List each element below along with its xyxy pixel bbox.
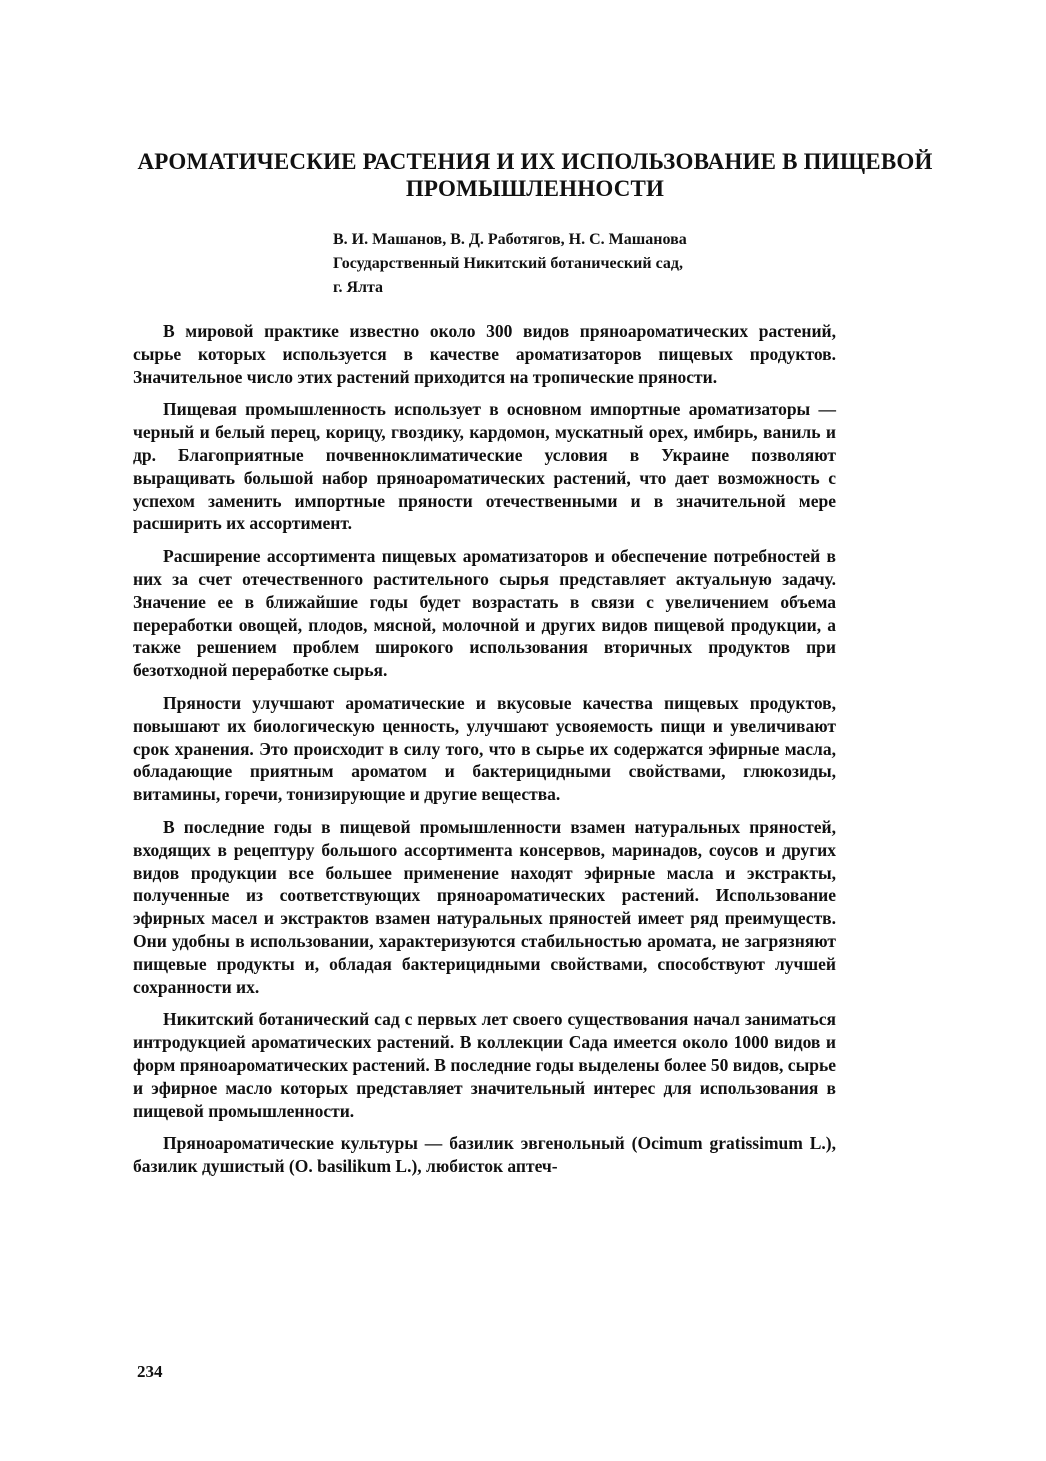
article-body: [133, 320, 836, 1188]
paragraph: Расширение ассортимента пищевых ароматизаторов и обеспечение потребностей в них за счет отечественного растительного сырья представляет актуальную задачу. Значение ее в ближайшие годы будет возрастать в связи с увеличением объема переработки овощей, плодов, мясной, молочной и других видов пищевой продукции, а также решением проблем широкого использования вторичных продуктов при безотходной переработке сырья.: [133, 546, 836, 681]
paragraph: Пряноароматические культуры — базилик эвгенольный (Ocimum gratissimum L.), базилик душистый (O. basilikum L.), любисток аптеч-: [133, 1133, 836, 1177]
paragraph: Пряности улучшают ароматические и вкусовые качества пищевых продуктов, повышают их биологическую ценность, улучшают усвояемость пищи и увеличивают срок хранения. Это происходит в силу того, что в сырье их содержатся эфирные масла, обладающие приятным ароматом и бактерицидными свойствами, глюкозиды, витамины, горечи, тонизирующие и другие вещества.: [133, 692, 836, 805]
page-number: 234: [137, 1362, 163, 1381]
author-names: В. И. Машанов, В. Д. Работягов, Н. С. Машанова: [333, 231, 687, 248]
author-affiliation: Государственный Никитский ботанический сад,: [333, 255, 683, 272]
article-title: АРОМАТИЧЕСКИЕ РАСТЕНИЯ И ИХ ИСПОЛЬЗОВАНИЕ В ПИЩЕВОЙ ПРОМЫШЛЕННОСТИ: [137, 149, 933, 201]
paragraph: Пищевая промышленность использует в основном импортные ароматизаторы — черный и белый перец, корицу, гвоздику, кардомон, мускатный орех, имбирь, ваниль и др. Благоприятные почвенноклиматические условия в Украине позволяют выращивать большой набор пряноароматических растений, что дает возможность с успехом заменить импортные пряности отечественными и в значительной мере расширить их ассортимент.: [133, 399, 836, 534]
paragraph: В мировой практике известно около 300 видов пряноароматических растений, сырье которых используется в качестве ароматизаторов пищевых продуктов. Значительное число этих растений приходится на тропические пряности.: [133, 321, 836, 387]
author-block: [333, 228, 687, 300]
paragraph: В последние годы в пищевой промышленности взамен натуральных пряностей, входящих в рецептуру большого ассортимента консервов, маринадов, соусов и других видов продукции все большее применение находят эфирные масла и экстракты, полученные из соответствующих пряноароматических растений. Использование эфирных масел и экстрактов взамен натуральных пряностей имеет ряд преимуществ. Они удобны в использовании, характеризуются стабильностью аромата, не загрязняют пищевые продукты и, обладая бактерицидными свойствами, способствуют лучшей сохранности их.: [133, 816, 836, 997]
author-city: г. Ялта: [333, 279, 384, 296]
paragraph: Никитский ботанический сад с первых лет своего существования начал заниматься интродукцией ароматических растений. В коллекции Сада имеется около 1000 видов и форм пряноароматических растений. В последние годы выделены более 50 видов, сырье и эфирное масло которых представляет значительный интерес для использования в пищевой промышленности.: [133, 1009, 836, 1121]
